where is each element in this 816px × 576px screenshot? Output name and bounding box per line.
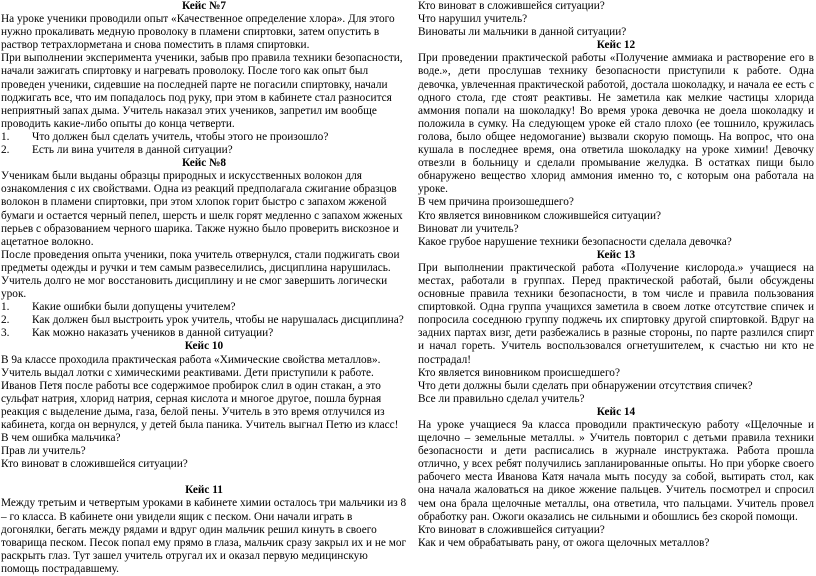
case-8-question-1: 1. Какие ошибки были допущены учителем?	[1, 301, 236, 314]
spacer	[1, 471, 407, 484]
case-10-situation: В 9а классе проходила практическая работа «Химические свойства металлов». Учитель выдал лотки с химическими реактивами. Дети приступили к работе. Иванов Петя после работы все содержимое пробирок слил в один стакан, а это сульфат натрия, хлорид натрия, серная кислота и многое другое, пошла бурная реакция с выделение дыма, газа, белой пены. Учитель в это время отлучился из кабинета, когда он вернулся, у детей была паника. Учитель выгнал Петю из класс!	[1, 353, 399, 431]
case-13-question-1: Кто является виновником происшедшего?	[418, 366, 620, 379]
case-8-question-3: 3. Как можно наказать учеников в данной ситуации?	[1, 327, 274, 340]
case-13-question-2: Что дети должны были сделать при обнаружении отсутствия спичек?	[418, 379, 753, 392]
case-12-situation: При проведении практической работы «Получение аммиака и растворение его в воде.», дети прослушав технику безопасности приступили к работе. Одна девочка, увлеченная практической работой, достала шоколадку, и начала ее есть с одного стола, где стоят реактивы. Не заметила как мелкие частицы хлорида аммония попали на шоколадку! Во время урока девочка не доела шоколадку и положила в сумку. На следующем уроке ей стало плохо (ее тошнило, кружилась голова, было общее недомогание) вызвали скорую помощь. На вопрос, что она кушала в последнее время, она ответила шоколадку на уроке химии! Девочку отвезли в больницу и сделали промывание желудка. В остатках пищи было обнаружено вещество хлорид аммония именно то, с которым она работала на уроке.	[418, 52, 814, 196]
case-11-question-3: Виноваты ли мальчики в данной ситуации?	[418, 26, 627, 39]
case-7-title: Кейс №7	[181, 0, 227, 12]
case-8-intro: Ученикам были выданы образцы природных и искусственных волокон для ознакомления с их свойствами. Одна из реакций предполагала сжигание образцов волокон в пламени спиртовки, при этом хлопок горит быстро с запахом жженой бумаги и остается черный пепел, шерсть и шелк горят медленно с запахом жженых перьев с образованием черного шарика. Также нужно было проверить вискозное и ацетатное волокно.	[1, 170, 403, 248]
left-column	[1, 0, 407, 576]
case-11-question-2: Что нарушил учитель?	[418, 13, 528, 26]
case-8-question-2: 2. Как должен был выстроить урок учитель, чтобы не нарушалась дисциплина?	[1, 314, 404, 327]
case-14-question-2: Как и чем обрабатывать рану, от ожога щелочных металлов?	[418, 536, 710, 549]
case-12-question-4: Какое грубое нарушение техники безопасности сделала девочка?	[418, 235, 732, 248]
case-14-situation: На уроке учащиеся 9а класса проводили практическую работу «Щелочные и щелочно – земельные металлы. » Учитель повторил с детьми правила техники безопасности и дети расписались в журнале инструктажа. Работа прошла отлично, у всех ребят получились запланированные опыты. Но при уборке своего рабочего места Иванова Катя начала мыть посуду за собой, вытирать стол, как она начала жаловаться на дикое жжение пальцев. Учитель посмотрел и спросил чем она брала щелочные металлы, она ответила, что пальцами. Учитель провел обработку ран. Ожоги оказались не сильными и обошлись без скорой помощи.	[418, 419, 814, 523]
case-12-title: Кейс 12	[596, 39, 636, 52]
case-10-title: Кейс 10	[184, 340, 224, 353]
case-11-question-1: Кто виноват в сложившейся ситуации?	[418, 0, 605, 12]
case-14-question-1: Кто виноват в сложившейся ситуации?	[418, 523, 605, 536]
case-11-title: Кейс 11	[185, 484, 223, 497]
case-7-intro: На уроке ученики проводили опыт «Качественное определение хлора». Для этого нужно прокаливать медную проволоку в пламени спиртовки, затем опустить в раствор тетрахлорметана и снова поместить в пламя спиртовки.	[1, 13, 395, 52]
case-13-title: Кейс 13	[596, 248, 636, 261]
case-13-question-3: Все ли правильно сделал учитель?	[418, 392, 585, 405]
case-12-question-1: В чем причина произошедшего?	[418, 196, 574, 209]
case-12-question-3: Виноват ли учитель?	[418, 222, 519, 235]
case-7-question-1: 1. Что должен был сделать учитель, чтобы этого не произошло?	[1, 130, 329, 143]
case-13-situation: При выполнении практической работа «Получение кислорода.» учащиеся на местах, работали в группах. Перед практической работай, были обсуждены основные правила техники безопасности, в том числе и правила пользования спиртовкой. Одна группа учащихся заметила в своем лотке отсутствие спичек и попросила соседнюю группу поджечь их спиртовку другой спиртовкой. Вдруг на задних партах визг, дети разбежались в разные стороны, по парте разлился спирт и начал гореть. Учитель воспользовался огнетушителем, к счастью ни кто не пострадал!	[418, 261, 814, 366]
case-7-question-2: 2. Есть ли вина учителя в данной ситуации?	[1, 144, 233, 157]
case-8-title: Кейс №8	[181, 157, 227, 170]
case-14-title: Кейс 14	[596, 405, 636, 418]
case-12-question-2: Кто является виновником сложившейся ситуации?	[418, 209, 662, 222]
case-7-situation: При выполнении эксперимента ученики, забыв про правила техники безопасности, начали зажигать спиртовку и нагревать проволоку. После того как опыт был проведен ученики, сидевшие на последней парте не погасили спиртовку, начали поджигать все, что им попадалось под руку, при этом в кабинете стал разносится неприятный запах дыма. Учитель наказал этих учеников, запретил им вообще проводить какие-либо опыты до конца четверти.	[1, 52, 403, 130]
case-10-question-2: Прав ли учитель?	[1, 445, 86, 458]
case-10-question-1: В чем ошибка мальчика?	[1, 432, 121, 445]
right-column	[418, 0, 814, 550]
case-11-situation: Между третьим и четвертым уроками в кабинете химии осталось три мальчики из 8 – го класса. В кабинете они увидели ящик с песком. Они начали играть в догонялки, бегать между рядами и вдруг один мальчик решил кинуть в своего товарища песком. Песок попал ему прямо в глаза, мальчик сразу закрыл их и не мог раскрыть глаз. Тут зашел учитель отругал их и оказал первую медицинскую помощь пострадавшему.	[1, 497, 407, 575]
case-10-question-3: Кто виноват в сложившейся ситуации?	[1, 458, 188, 471]
case-8-situation: После проведения опыта ученики, пока учитель отвернулся, стали поджигать свои предметы одежды и ручки и тем самым развеселились, дисциплина нарушилась. Учитель долго не мог восстановить дисциплину и не смог завершить логически урок.	[1, 248, 400, 301]
